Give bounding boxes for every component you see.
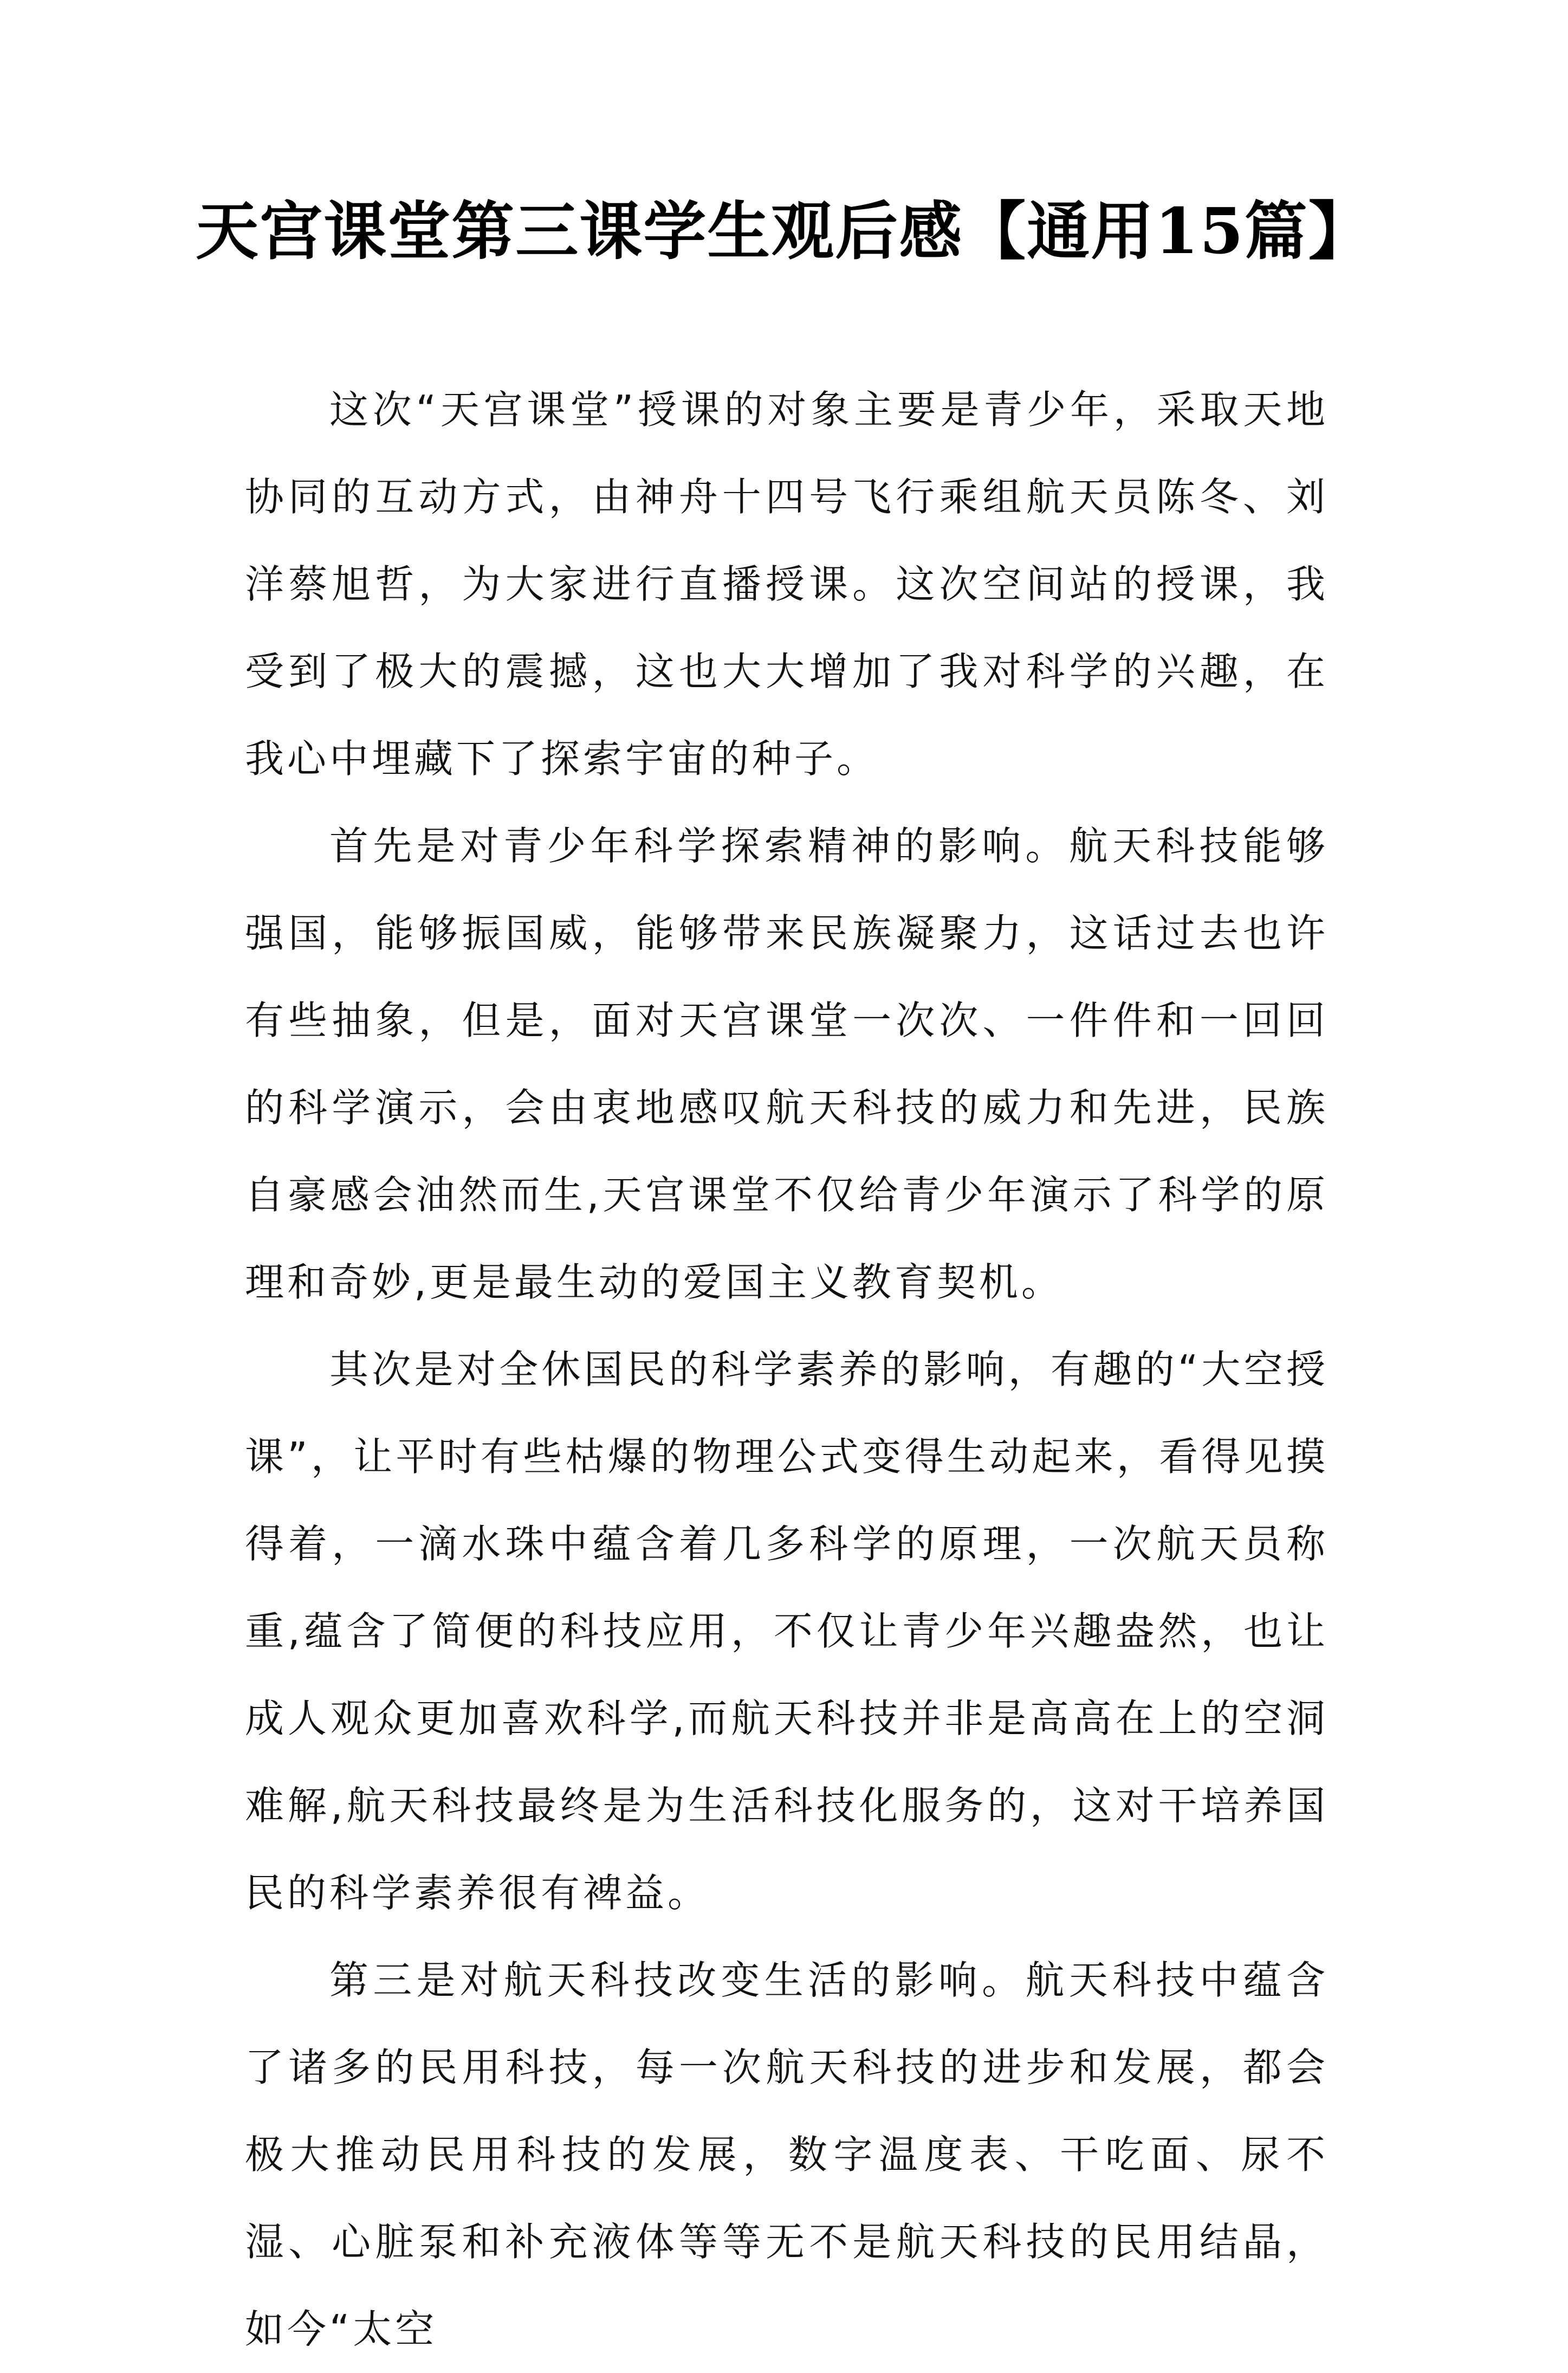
paragraph-2: 首先是对青少年科学探索精神的影响。航天科技能够强国，能够振国威，能够带来民族凝聚力，这话过去也许有些抽象，但是，面对天宫课堂一次次、一件件和一回回的科学演示，会由衷地感叹航天科技的威力和先进，民族自豪感会油然而生,天宫课堂不仅给青少年演示了科学的原理和奇妙,更是最生动的爱国主义教育契机。: [245, 823, 1329, 1305]
paragraph-4: 第三是对航天科技改变生活的影响。航天科技中蕴含了诸多的民用科技，每一次航天科技的进步和发展，都会极大推动民用科技的发展，数字温度表、干吃面、尿不湿、心脏泵和补充液体等等无不是航天科技的民用结晶，如今“太空: [245, 1957, 1329, 2352]
paragraph-1: 这次“天宫课堂”授课的对象主要是青少年，采取天地协同的互动方式，由神舟十四号飞行乘组航天员陈冬、刘洋蔡旭哲，为大家进行直播授课。这次空间站的授课，我受到了极大的震撼，这也大大增加了我对科学的兴趣，在我心中埋藏下了探索宇宙的种子。: [245, 387, 1329, 781]
paragraph-3: 其次是对全休国民的科学素养的影响，有趣的“大空授课”，让平时有些枯爆的物理公式变得生动起来，看得见摸得着，一滴水珠中蕴含着几多科学的原理，一次航天员称重,蕴含了简便的科技应用，不仅让青少年兴趣盎然，也让成人观众更加喜欢科学,而航天科技并非是高高在上的空洞难解,航天科技最终是为生活科技化服务的，这对干培养国民的科学素养很有裨益。: [245, 1347, 1329, 1916]
document-title: 天宫课堂第三课学生观后感【通用15篇】: [196, 195, 1372, 268]
document-body: [245, 366, 1329, 2373]
